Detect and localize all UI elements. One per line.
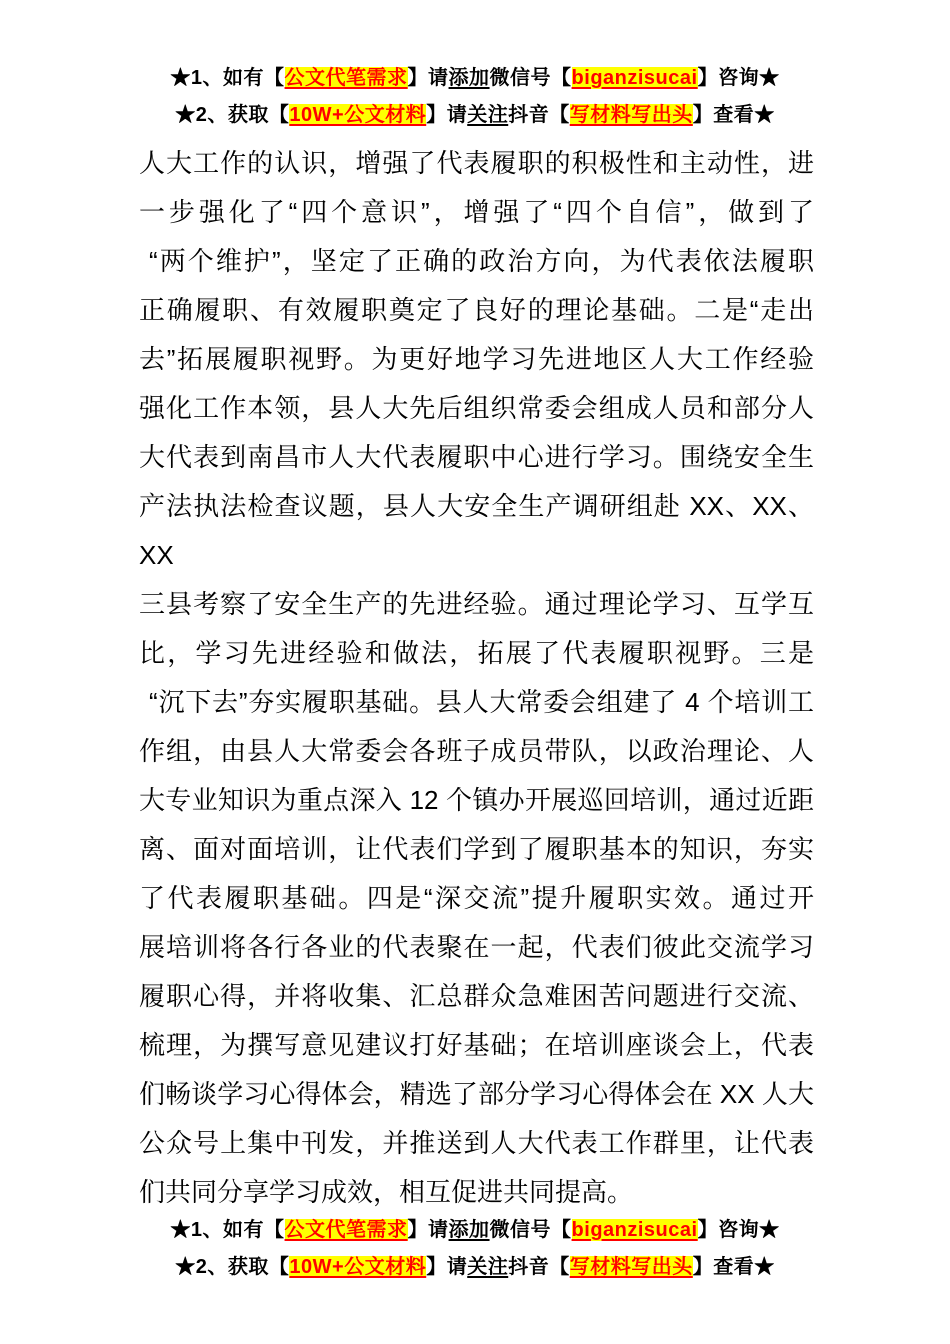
promo-segment-highlight: biganzisucai xyxy=(571,67,698,89)
promo-segment-plain: 】查看★ xyxy=(692,104,775,126)
body-text-line: 强化工作本领，县人大先后组织常委会组成人员和部分人 xyxy=(139,393,814,423)
header-promo-banner xyxy=(0,60,950,134)
body-text-line: 梳理，为撰写意见建议打好基础；在培训座谈会上，代表 xyxy=(139,1030,814,1060)
body-text-line: 比，学习先进经验和做法，拓展了代表履职视野。三是 xyxy=(139,638,814,668)
promo-segment-underline: 添加 xyxy=(448,1219,490,1241)
promo-segment-plain: ★1、如有【 xyxy=(170,1219,285,1241)
body-text-line: 公众号上集中刊发，并推送到人大代表工作群里，让代表 xyxy=(139,1128,814,1158)
body-text-line: 一步强化了“四个意识”，增强了“四个自信”，做到了 xyxy=(139,197,814,227)
promo-segment-plain: 】请 xyxy=(407,67,449,89)
body-text-line: “两个维护”，坚定了正确的政治方向，为代表依法履职 xyxy=(149,246,814,276)
body-text-line: 展培训将各行各业的代表聚在一起，代表们彼此交流学习 xyxy=(139,932,814,962)
body-text-line: “沉下去”夯实履职基础。县人大常委会组建了 4 个培训工 xyxy=(149,687,814,717)
promo-segment-plain: 微信号【 xyxy=(489,1219,572,1241)
promo-segment-plain: 】请 xyxy=(426,104,468,126)
promo-segment-plain: 】查看★ xyxy=(692,1256,775,1278)
body-text-line: 作组，由县人大常委会各班子成员带队，以政治理论、人 xyxy=(139,736,814,766)
promo-segment-highlight: 10W+公文材料 xyxy=(289,1256,427,1278)
promo-segment-plain: ★2、获取【 xyxy=(175,104,290,126)
promo-segment-highlight: 10W+公文材料 xyxy=(289,104,427,126)
body-text-line: 离、面对面培训，让代表们学到了履职基本的知识，夯实 xyxy=(139,834,814,864)
body-text-line: 三县考察了安全生产的先进经验。通过理论学习、互学互 xyxy=(139,589,814,619)
promo-line-2 xyxy=(0,1249,950,1286)
promo-segment-plain: ★1、如有【 xyxy=(170,67,285,89)
body-text-line: 产法执法检查议题，县人大安全生产调研组赴 XX、XX、XX xyxy=(139,491,814,570)
promo-segment-plain: ★2、获取【 xyxy=(175,1256,290,1278)
promo-segment-highlight: 公文代笔需求 xyxy=(284,67,408,89)
promo-segment-plain: 】请 xyxy=(426,1256,468,1278)
body-text-line: 履职心得，并将收集、汇总群众急难困苦问题进行交流、 xyxy=(139,981,814,1011)
body-text-line: 去”拓展履职视野。为更好地学习先进地区人大工作经验 xyxy=(139,344,814,374)
footer-promo-banner xyxy=(0,1212,950,1286)
document-body-text xyxy=(139,139,814,1217)
promo-segment-highlight: 写材料写出头 xyxy=(569,104,693,126)
promo-line-2 xyxy=(0,97,950,134)
promo-segment-underline: 关注 xyxy=(467,104,509,126)
body-text-line: 了代表履职基础。四是“深交流”提升履职实效。通过开 xyxy=(139,883,814,913)
promo-segment-plain: 】咨询★ xyxy=(697,67,780,89)
body-text-line: 大代表到南昌市人大代表履职中心进行学习。围绕安全生 xyxy=(139,442,814,472)
promo-segment-plain: 抖音【 xyxy=(508,1256,570,1278)
promo-segment-highlight: 公文代笔需求 xyxy=(284,1219,408,1241)
promo-segment-highlight: 写材料写出头 xyxy=(569,1256,693,1278)
body-text-line: 正确履职、有效履职奠定了良好的理论基础。二是“走出 xyxy=(139,295,814,325)
body-text-line: 大专业知识为重点深入 12 个镇办开展巡回培训，通过近距 xyxy=(139,785,814,815)
promo-segment-plain: 】咨询★ xyxy=(697,1219,780,1241)
body-text-line: 们共同分享学习成效，相互促进共同提高。 xyxy=(139,1177,634,1207)
promo-line-1 xyxy=(0,60,950,97)
body-text-line: 人大工作的认识，增强了代表履职的积极性和主动性，进 xyxy=(139,148,814,178)
body-text-line: 们畅谈学习心得体会，精选了部分学习心得体会在 XX 人大 xyxy=(139,1079,814,1109)
promo-segment-plain: 抖音【 xyxy=(508,104,570,126)
promo-segment-underline: 关注 xyxy=(467,1256,509,1278)
promo-segment-highlight: biganzisucai xyxy=(571,1219,698,1241)
promo-line-1 xyxy=(0,1212,950,1249)
promo-segment-underline: 添加 xyxy=(448,67,490,89)
promo-segment-plain: 微信号【 xyxy=(489,67,572,89)
promo-segment-plain: 】请 xyxy=(407,1219,449,1241)
